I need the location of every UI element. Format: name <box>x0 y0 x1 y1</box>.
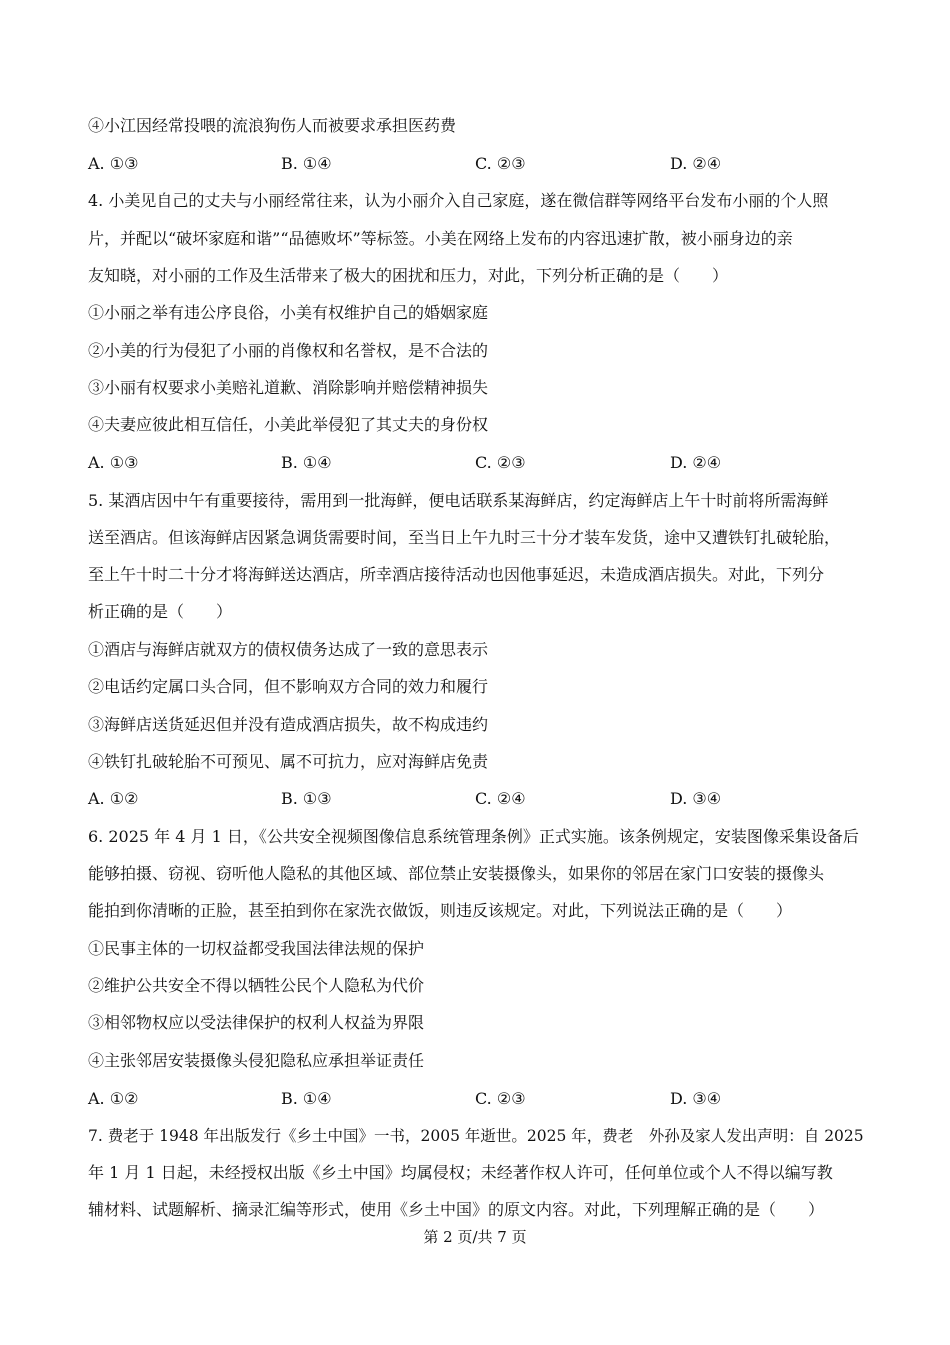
q6-stem-line-2: 能够拍摄、窃视、窃听他人隐私的其他区域、部位禁止安装摄像头，如果你的邻居在家门口安装的摄像头 <box>88 864 825 883</box>
q4-item-4: ④夫妻应彼此相互信任，小美此举侵犯了其丈夫的身份权 <box>88 415 489 434</box>
q5-options <box>88 788 868 810</box>
q4-option-b: B. ①④ <box>281 453 332 472</box>
q6-option-d: D. ③④ <box>670 1089 722 1108</box>
q3-item-4: ④小江因经常投喂的流浪狗伤人而被要求承担医药费 <box>88 116 457 135</box>
q4-option-c: C. ②③ <box>475 453 526 472</box>
q6-stem-line-3: 能拍到你清晰的正脸，甚至拍到你在家洗衣做饭，则违反该规定。对此，下列说法正确的是（ ） <box>88 901 793 920</box>
q5-item-3: ③海鲜店送货延迟但并没有造成酒店损失，故不构成违约 <box>88 715 489 734</box>
q6-item-3: ③相邻物权应以受法律保护的权利人权益为界限 <box>88 1013 425 1032</box>
q5-option-c: C. ②④ <box>475 789 526 808</box>
q6-option-a: A. ①② <box>88 1089 139 1108</box>
q4-options <box>88 452 868 474</box>
q4-option-d: D. ②④ <box>670 453 722 472</box>
q5-option-a: A. ①② <box>88 789 139 808</box>
q5-item-1: ①酒店与海鲜店就双方的债权债务达成了一致的意思表示 <box>88 640 489 659</box>
q3-option-c: C. ②③ <box>475 154 526 173</box>
q4-stem-line-2: 片，并配以“破坏家庭和谐”“品德败坏”等标签。小美在网络上发布的内容迅速扩散，被小丽身边的亲 <box>88 229 793 248</box>
q6-stem-line-1: 6. 2025 年 4 月 1 日，《公共安全视频图像信息系统管理条例》正式实施。该条例规定，安装图像采集设备后 <box>88 827 859 846</box>
q6-options <box>88 1088 868 1110</box>
q3-option-a: A. ①③ <box>88 154 139 173</box>
q7-stem-line-2: 年 1 月 1 日起，未经授权出版《乡土中国》均属侵权；未经著作权人许可，任何单位或个人不得以编写教 <box>88 1163 833 1182</box>
page-footer: 第 2 页/共 7 页 <box>423 1228 527 1246</box>
q6-item-2: ②维护公共安全不得以牺牲公民个人隐私为代价 <box>88 976 425 995</box>
q4-item-1: ①小丽之举有违公序良俗，小美有权维护自己的婚姻家庭 <box>88 303 489 322</box>
q5-stem-line-2: 送至酒店。但该海鲜店因紧急调货需要时间，至当日上午九时三十分才装车发货，途中又遭铁钉扎破轮胎， <box>88 528 841 547</box>
q5-item-2: ②电话约定属口头合同，但不影响双方合同的效力和履行 <box>88 677 489 696</box>
q6-item-1: ①民事主体的一切权益都受我国法律法规的保护 <box>88 939 425 958</box>
q5-option-b: B. ①③ <box>281 789 332 808</box>
q6-option-c: C. ②③ <box>475 1089 526 1108</box>
q6-item-4: ④主张邻居安装摄像头侵犯隐私应承担举证责任 <box>88 1051 425 1070</box>
q4-item-2: ②小美的行为侵犯了小丽的肖像权和名誉权，是不合法的 <box>88 341 489 360</box>
q5-option-d: D. ③④ <box>670 789 722 808</box>
q3-option-b: B. ①④ <box>281 154 332 173</box>
q4-stem-line-1: 4. 小美见自己的丈夫与小丽经常往来，认为小丽介入自己家庭，遂在微信群等网络平台发布小丽的个人照 <box>88 191 829 210</box>
q3-option-d: D. ②④ <box>670 154 722 173</box>
q7-stem-line-3: 辅材料、试题解析、摘录汇编等形式，使用《乡土中国》的原文内容。对此，下列理解正确的是（ ） <box>88 1200 825 1219</box>
q5-stem-line-4: 析正确的是（ ） <box>88 602 233 621</box>
q5-stem-line-1: 5. 某酒店因中午有重要接待，需用到一批海鲜，便电话联系某海鲜店，约定海鲜店上午十时前将所需海鲜 <box>88 491 829 510</box>
q6-option-b: B. ①④ <box>281 1089 332 1108</box>
q4-item-3: ③小丽有权要求小美赔礼道歉、消除影响并赔偿精神损失 <box>88 378 489 397</box>
q4-option-a: A. ①③ <box>88 453 139 472</box>
q4-stem-line-3: 友知晓，对小丽的工作及生活带来了极大的困扰和压力，对此，下列分析正确的是（ ） <box>88 266 729 285</box>
q3-options <box>88 153 868 175</box>
q7-stem-line-1: 7. 费老于 1948 年出版发行《乡土中国》一书，2005 年逝世。2025 年，费老 外孙及家人发出声明：自 2025 <box>88 1127 864 1145</box>
q5-stem-line-3: 至上午十时二十分才将海鲜送达酒店，所幸酒店接待活动也因他事延迟，未造成酒店损失。对此，下列分 <box>88 565 825 584</box>
q5-item-4: ④铁钉扎破轮胎不可预见、属不可抗力，应对海鲜店免责 <box>88 752 489 771</box>
